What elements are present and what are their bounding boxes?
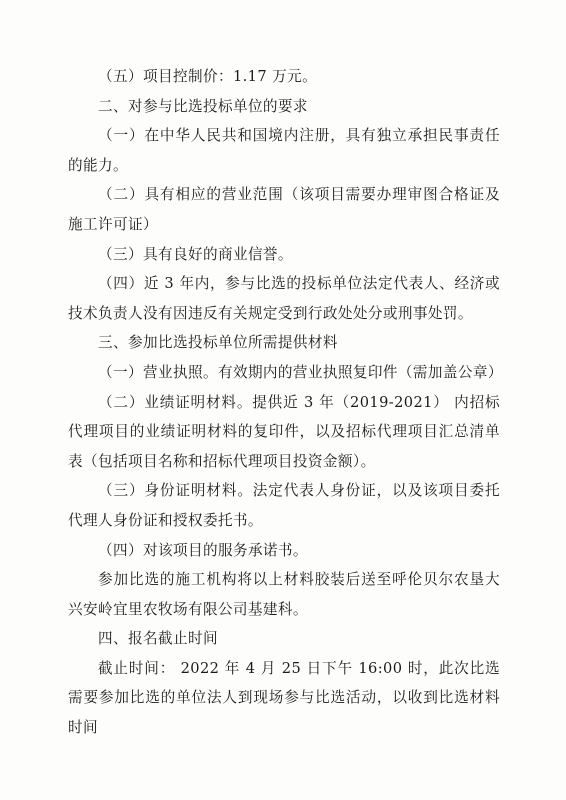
material-identity-proof: （三）身份证明材料。法定代表人身份证，以及该项目委托代理人身份证和授权委托书。 bbox=[68, 482, 500, 529]
requirement-no-violations: （四）近 3 年内，参与比选的投标单位法定代表人、经济或技术负责人没有因违反有关规定受到行政处处分或刑事处罚。 bbox=[68, 275, 500, 322]
document-body bbox=[68, 62, 503, 743]
material-business-license: （一）营业执照。有效期内的营业执照复印件（需加盖公章） bbox=[98, 363, 503, 381]
material-service-commitment: （四）对该项目的服务承诺书。 bbox=[98, 541, 308, 559]
section-heading-deadline: 四、报名截止时间 bbox=[98, 630, 218, 648]
material-performance-proof: （二）业绩证明材料。提供近 3 年（2019-2021） 内招标代理项目的业绩证明材料的复印件，以及招标代理项目汇总清单表（包括项目名称和招标代理项目投资金额）。 bbox=[68, 393, 500, 470]
requirement-registration: （一）在中华人民共和国境内注册，具有独立承担民事责任的能力。 bbox=[68, 127, 500, 174]
requirement-business-scope: （二）具有相应的营业范围（该项目需要办理审图合格证及施工许可证） bbox=[68, 186, 500, 233]
control-price-paragraph: （五）项目控制价：1.17 万元。 bbox=[98, 68, 318, 85]
requirement-reputation: （三）具有良好的商业信誉。 bbox=[98, 245, 293, 263]
section-heading-requirements: 二、对参与比选投标单位的要求 bbox=[98, 97, 308, 115]
section-heading-materials: 三、参加比选投标单位所需提供材料 bbox=[98, 334, 338, 352]
submission-instructions: 参加比选的施工机构将以上材料胶装后送至呼伦贝尔农垦大兴安岭宜里农牧场有限公司基建科。 bbox=[68, 571, 500, 618]
deadline-paragraph: 截止时间： 2022 年 4 月 25 日下午 16:00 时，此次比选需要参加比选的单位法人到现场参与比选活动，以收到比选材料时间 bbox=[68, 659, 500, 737]
